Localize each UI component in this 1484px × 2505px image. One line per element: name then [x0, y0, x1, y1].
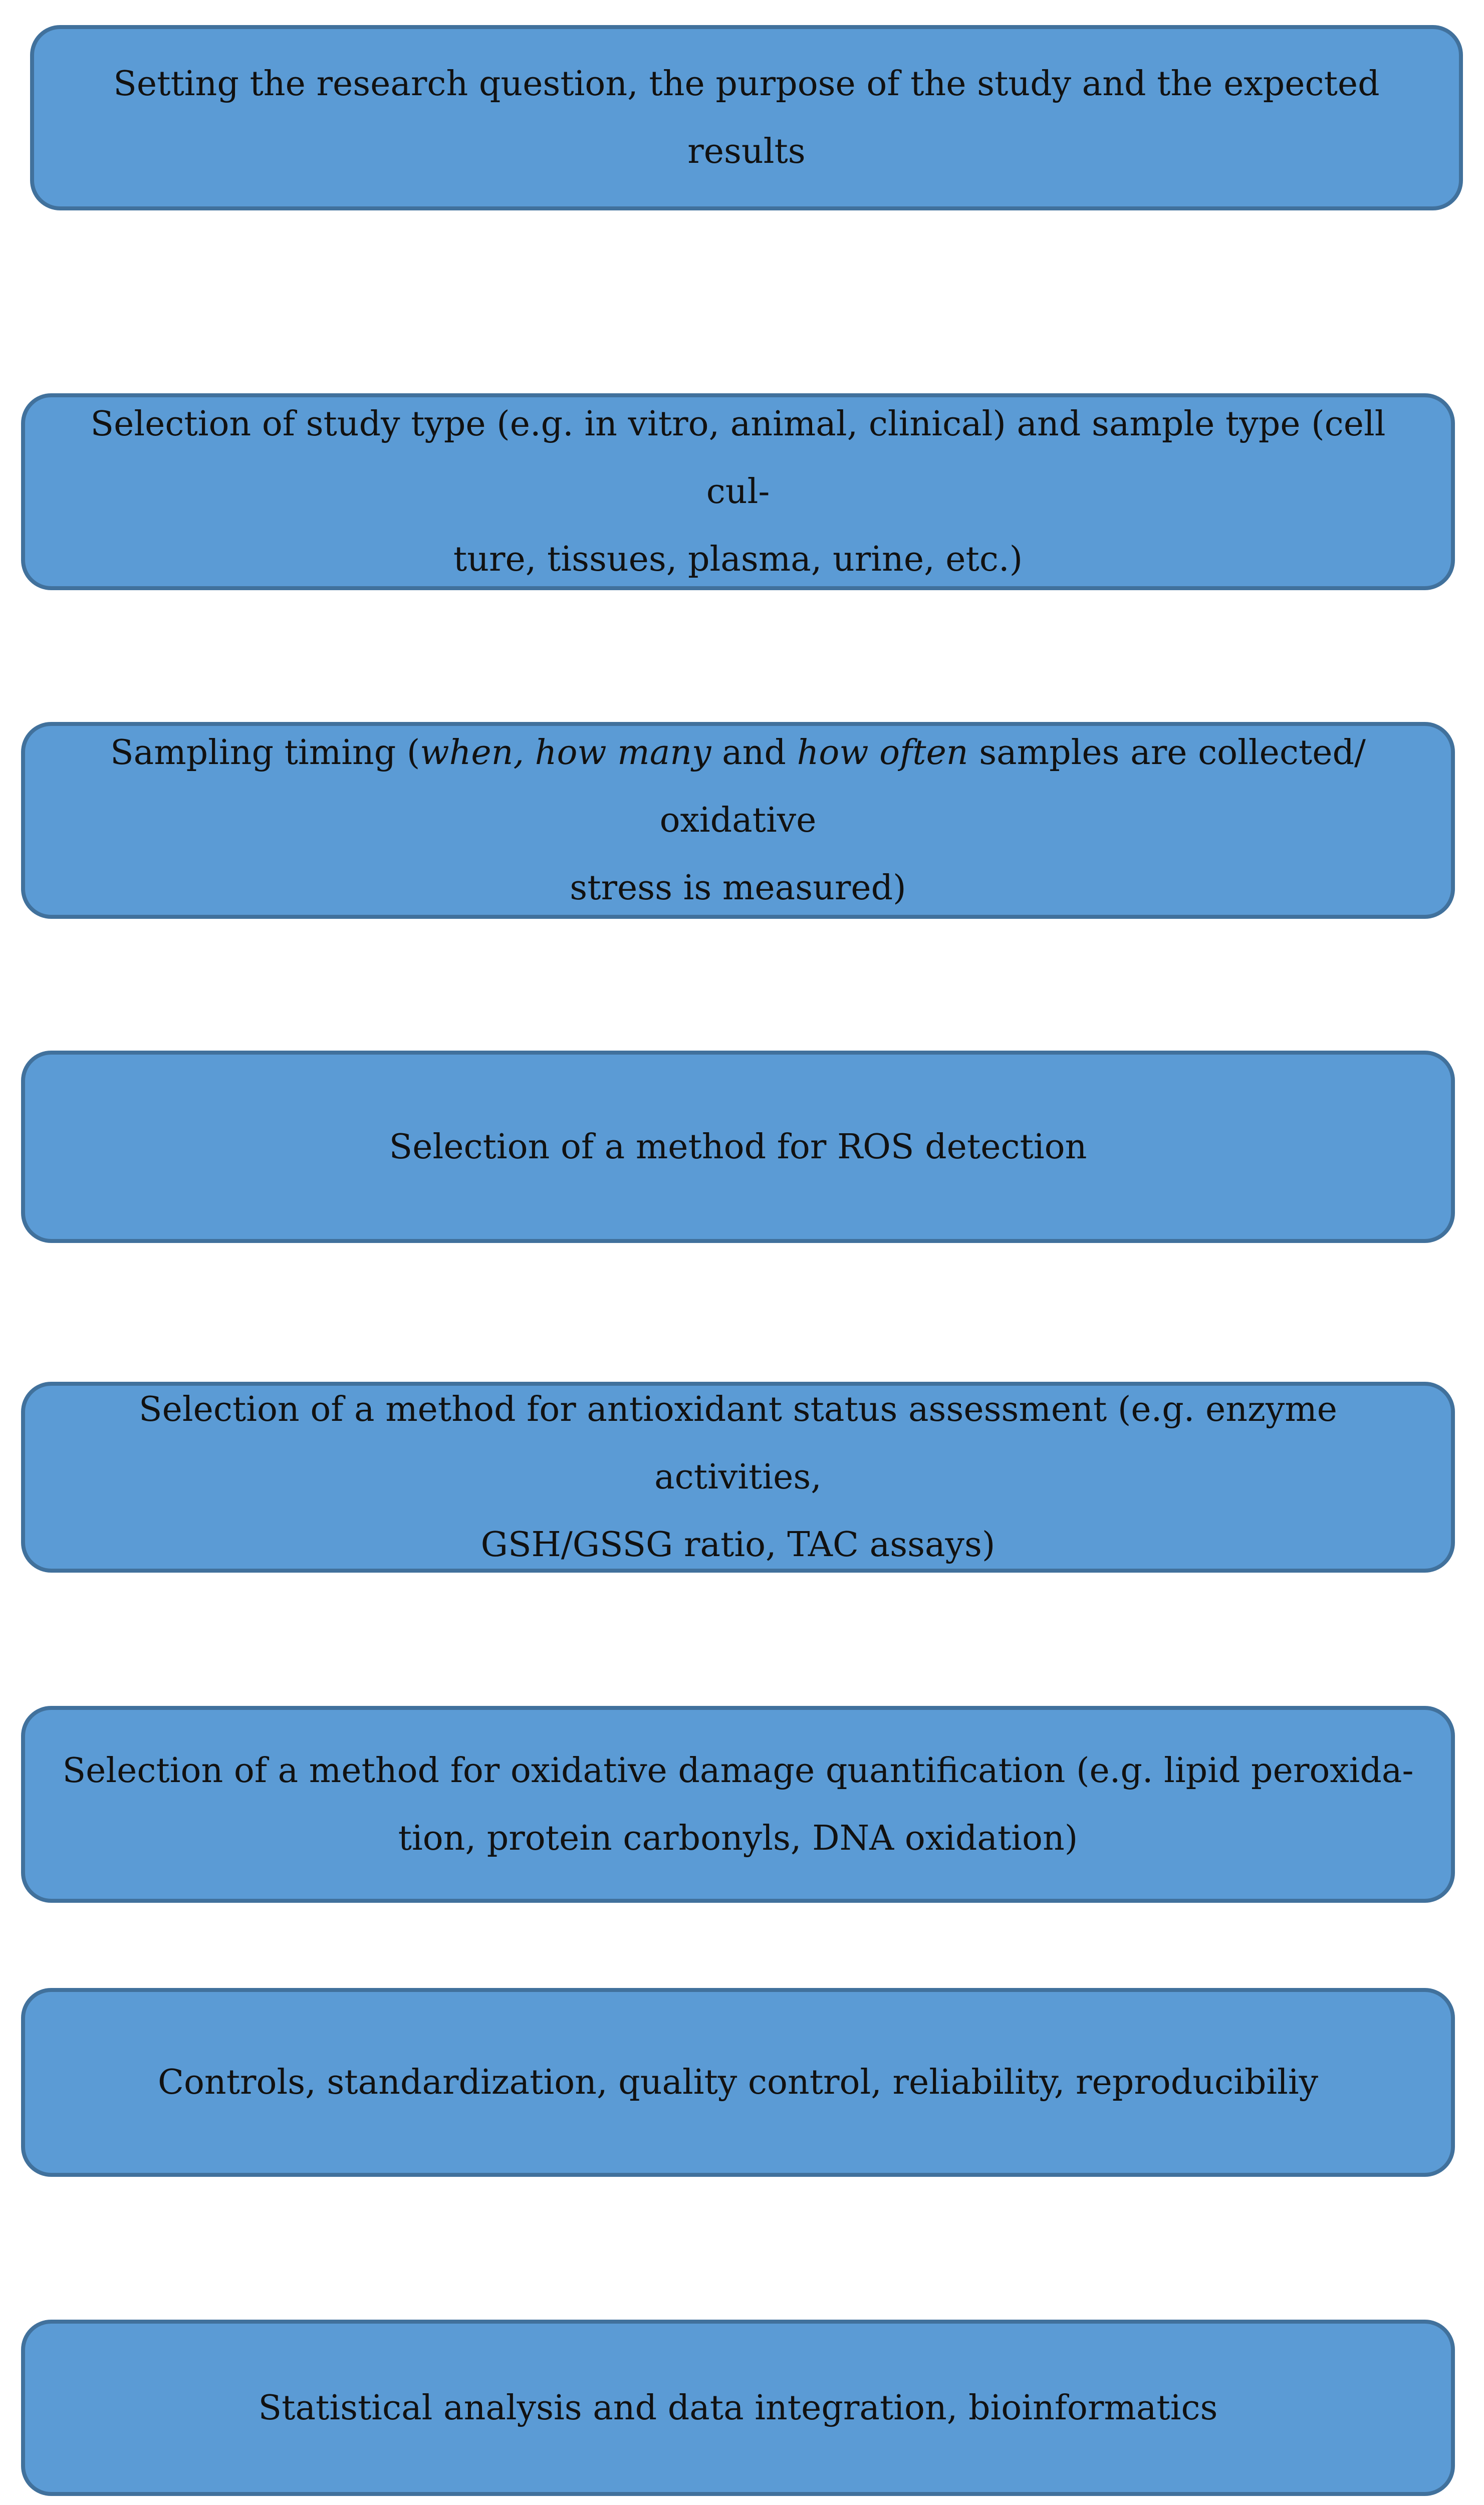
flow-step-label-line: Selection of a method for oxidative damage quantification (e.g. lipid peroxida- — [62, 1750, 1414, 1791]
flow-step-label: Selection of a method for ROS detection — [389, 1127, 1087, 1167]
flow-step-research-question — [30, 25, 1463, 210]
flow-step-label: Statistical analysis and data integration, bioinformatics — [258, 2388, 1218, 2428]
flow-step-label-text: Sampling timing ( — [110, 733, 420, 773]
flow-step-sampling-timing — [21, 722, 1455, 919]
flow-step-label-line: tion, protein carbonyls, DNA oxidation) — [398, 1818, 1078, 1858]
flow-step-label-line: Selection of a method for antioxidant status assessment (e.g. enzyme activities, — [139, 1390, 1337, 1497]
flow-step-label: Setting the research question, the purpose of the study and the expected results — [113, 64, 1380, 171]
flow-step-antioxidant-status — [21, 1382, 1455, 1573]
flow-step-statistical-analysis — [21, 2320, 1455, 2496]
flow-step-label — [55, 1376, 1421, 1579]
flow-step-ros-detection — [21, 1051, 1455, 1243]
flow-step-label-line: stress is measured) — [570, 868, 906, 908]
flow-step-oxidative-damage — [21, 1706, 1455, 1903]
flow-step-study-type — [21, 393, 1455, 590]
flow-step-label-text: samples are collected/ oxidative — [659, 733, 1366, 840]
flow-step-label-italic: when, how many — [420, 733, 711, 773]
flow-step-label — [63, 1737, 1414, 1872]
flow-step-label: Controls, standardization, quality control, reliability, reproducibiliy — [157, 2063, 1319, 2102]
flow-step-label-line: Selection of study type (e.g. in vitro, animal, clinical) and sample type (cell cul- — [90, 404, 1386, 512]
flow-step-label-italic: how often — [797, 733, 968, 773]
flow-step-label — [55, 719, 1421, 922]
flow-step-label-text: and — [711, 733, 797, 773]
flow-step-label-line: ture, tissues, plasma, urine, etc.) — [453, 540, 1023, 579]
flow-step-controls — [21, 1988, 1455, 2177]
flow-step-label-line: GSH/GSSG ratio, TAC assays) — [480, 1525, 996, 1565]
flow-step-label — [55, 390, 1421, 593]
